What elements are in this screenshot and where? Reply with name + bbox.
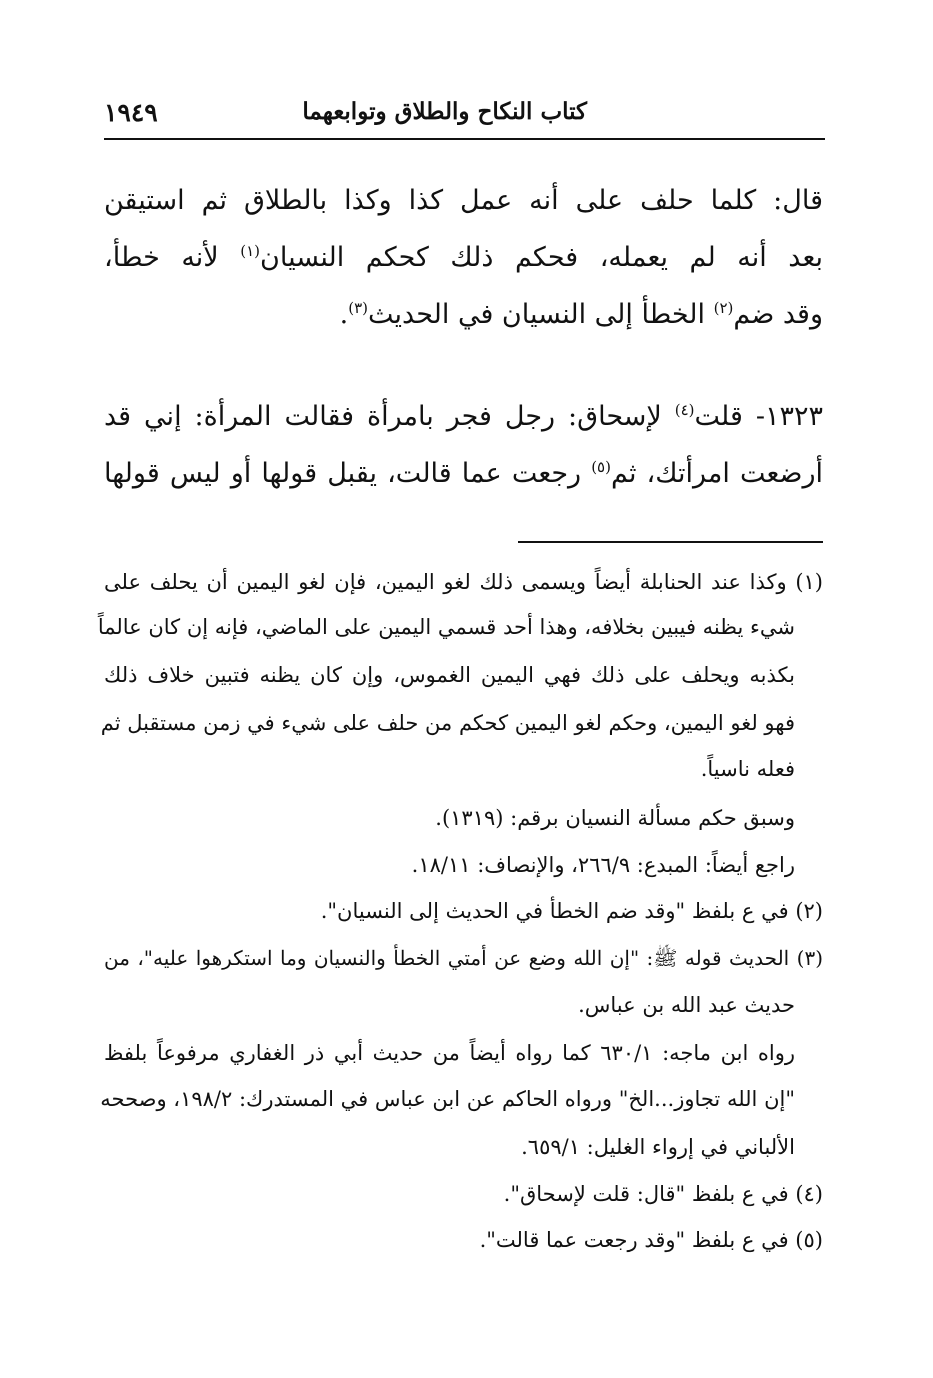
- footnote-line: فهو لغو اليمين، وحكم لغو اليمين كحكم من حلف على شيء في زمن مستقبل ثم: [100, 711, 795, 735]
- body-line-1: قال: كلما حلف على أنه عمل كذا وكذا بالطلاق ثم استيقن: [104, 185, 823, 216]
- footnote-line: (١) وكذا عند الحنابلة أيضاً ويسمى ذلك لغو اليمين، فإن لغو اليمين أن يحلف على: [104, 570, 823, 594]
- body-line-4: ١٣٢٣- قلت$^{(٤)}$ لإسحاق: رجل فجر بامرأة فقالت المرأة: إني قد: [104, 401, 823, 432]
- body-line-2: بعد أنه لم يعمله، فحكم ذلك كحكم النسيان$^{(١)}$ لأنه خطأ،: [104, 242, 823, 273]
- page-number: ١٩٤٩: [104, 98, 158, 127]
- footnote-line: (٢) في ع بلفظ "وقد ضم الخطأ في الحديث إلى النسيان".: [320, 899, 823, 923]
- footnote-line: حديث عبد الله بن عباس.: [578, 993, 795, 1017]
- footnote-line: (٣) الحديث قوله ﷺ: "إن الله وضع عن أمتي الخطأ والنسيان وما استكرهوا عليه"، من: [104, 946, 823, 970]
- footnote-line: (٥) في ع بلفظ "وقد رجعت عما قالت".: [479, 1228, 823, 1252]
- footnote-line: وسبق حكم مسألة النسيان برقم: (١٣١٩).: [435, 806, 795, 830]
- footnote-line: شيء يظنه فيبين بخلافه، وهذا أحد قسمي اليمين على الماضي، فإنه إن كان عالماً: [97, 615, 795, 639]
- page-header: [104, 98, 825, 132]
- footnote-line: "إن الله تجاوز...الخ" ورواه الحاكم عن ابن عباس في المستدرك: ١٩٨/٢، وصححه: [100, 1087, 795, 1111]
- running-title: كتاب النكاح والطلاق وتوابعهما: [302, 98, 587, 125]
- footnote-line: الألباني في إرواء الغليل: ٦٥٩/١.: [521, 1135, 795, 1159]
- footnote-line: راجع أيضاً: المبدع: ٢٦٦/٩، والإنصاف: ١٨/١١.: [411, 853, 795, 877]
- footnote-line: (٤) في ع بلفظ "قال: قلت لإسحاق".: [503, 1182, 823, 1206]
- body-line-3: وقد ضم$^{(٢)}$ الخطأ إلى النسيان في الحديث$^{(٣)}$.: [339, 299, 823, 330]
- footnote-line: رواه ابن ماجه: ٦٣٠/١ كما رواه أيضاً من حديث أبي ذر الغفاري مرفوعاً بلفظ: [104, 1041, 796, 1065]
- footnote-line: بكذبه ويحلف على ذلك فهي اليمين الغموس، وإن كان يظنه فتبين خلاف ذلك: [104, 663, 795, 687]
- body-line-5: أرضعت امرأتك، ثم$^{(٥)}$ رجعت عما قالت، يقبل قولها أو ليس قولها: [104, 458, 823, 489]
- footnote-line: فعله ناسياً.: [700, 757, 795, 781]
- header-divider: [104, 138, 825, 140]
- footnote-divider: [518, 541, 823, 543]
